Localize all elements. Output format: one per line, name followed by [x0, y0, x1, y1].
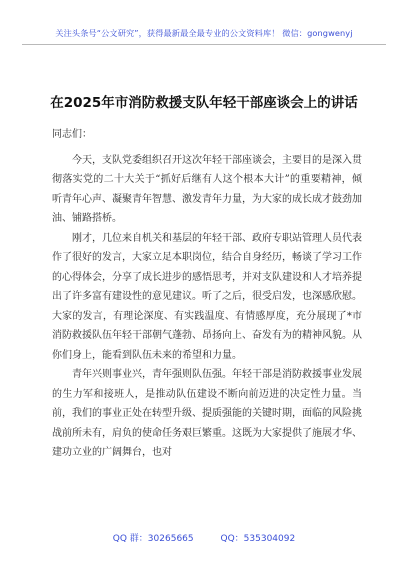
document-body	[52, 125, 362, 463]
header-banner: 关注头条号“公文研究”，获得最新最全最专业的公文资料库！ 微信：gongwenyj	[55, 28, 353, 38]
footer-contact	[0, 531, 408, 544]
footer-qq-group: QQ 群：30265665	[112, 534, 194, 544]
page-title: 在2025年市消防救援支队年轻干部座谈会上的讲话	[50, 95, 358, 111]
header-divider	[22, 44, 386, 45]
paragraph-1: 今天，支队党委组织召开这次年轻干部座谈会，主要目的是深入贯彻落实党的二十大关于“抓好后继有人这个根本大计”的重要精神，倾听青年心声、凝聚青年智慧、激发青年力量，为大家的成长成才鼓劲加油、铺路搭桥。	[52, 154, 362, 224]
paragraph-2: 刚才，几位来自机关和基层的年轻干部、政府专职站管理人员代表作了很好的发言，大家立足本职岗位，结合自身经历，畅谈了学习工作的心得体会，分享了成长进步的感悟思考，并对支队建设和人才培养提出了许多富有建设性的意见建议。听了之后，很受启发，也深感欣慰。大家的发言，有理论深度、有实践温度、有情感厚度，充分展现了*市消防救援队伍年轻干部朝气蓬勃、昂扬向上、奋发有为的精神风貌。从你们身上，能看到队伍未来的希望和力量。	[52, 232, 362, 361]
paragraph-3: 青年兴则事业兴，青年强则队伍强。年轻干部是消防救援事业发展的生力军和接班人，是推动队伍建设不断向前迈进的决定性力量。当前，我们的事业正处在转型升级、提质强能的关键时期，面临的风险挑战前所未有，肩负的使命任务艰巨繁重。这既为大家提供了施展才华、建功立业的广阔舞台，也对	[52, 369, 362, 458]
footer-qq: QQ：535304092	[220, 534, 296, 544]
salutation: 同志们：	[52, 129, 92, 140]
